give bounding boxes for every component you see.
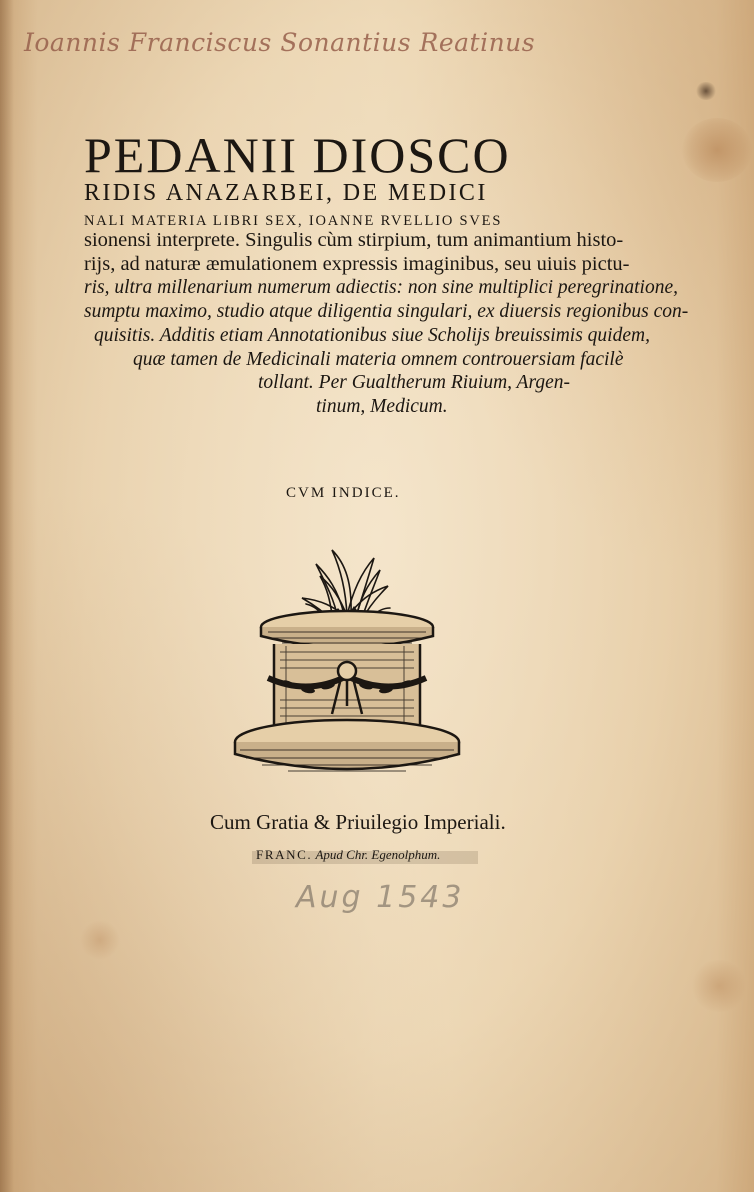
title-line-2: RIDIS ANAZARBEI, DE MEDICI	[84, 180, 488, 206]
title-line-1: PEDANII DIOSCO	[84, 127, 511, 183]
privilege-line: Cum Gratia & Priuilegio Imperiali.	[210, 810, 506, 834]
cum-indice-label: CVM INDICE.	[286, 485, 401, 501]
title-line-9: quæ tamen de Medicinali materia omnem controuersiam facilè	[133, 349, 624, 370]
title-line-3: NALI MATERIA LIBRI SEX, IOANNE RVELLIO SVES	[84, 213, 503, 229]
title-line-10: tollant. Per Gualtherum Riuium, Argen-	[258, 372, 570, 393]
title-line-5: rijs, ad naturæ æmulationem expressis imaginibus, seu uiuis pictu-	[84, 253, 630, 275]
ownership-signature: Ioannis Franciscus Sonantius Reatinus	[24, 28, 536, 57]
title-line-8: quisitis. Additis etiam Annotationibus siue Scholijs breuissimis quidem,	[94, 325, 650, 346]
foxing-stain	[80, 920, 120, 960]
imprint-line	[256, 847, 440, 863]
foxing-stain	[695, 82, 717, 100]
foxing-stain	[690, 960, 748, 1012]
imprint-printer: Apud Chr. Egenolphum.	[315, 847, 441, 862]
imprint-place: FRANC.	[256, 847, 313, 862]
binding-shadow	[0, 0, 14, 1192]
title-line-6: ris, ultra millenarium numerum adiectis: non sine multiplici peregrinatione,	[84, 277, 678, 298]
title-line-11: tinum, Medicum.	[316, 396, 448, 417]
title-line-4: sionensi interprete. Singulis cùm stirpium, tum animantium histo-	[84, 229, 624, 251]
title-line-7: sumptu maximo, studio atque diligentia singulari, ex diuersis regionibus con-	[84, 301, 689, 322]
burning-altar-woodcut-icon	[228, 528, 466, 794]
foxing-stain	[682, 118, 752, 182]
pencil-date-note: Aug 1543	[296, 880, 465, 915]
